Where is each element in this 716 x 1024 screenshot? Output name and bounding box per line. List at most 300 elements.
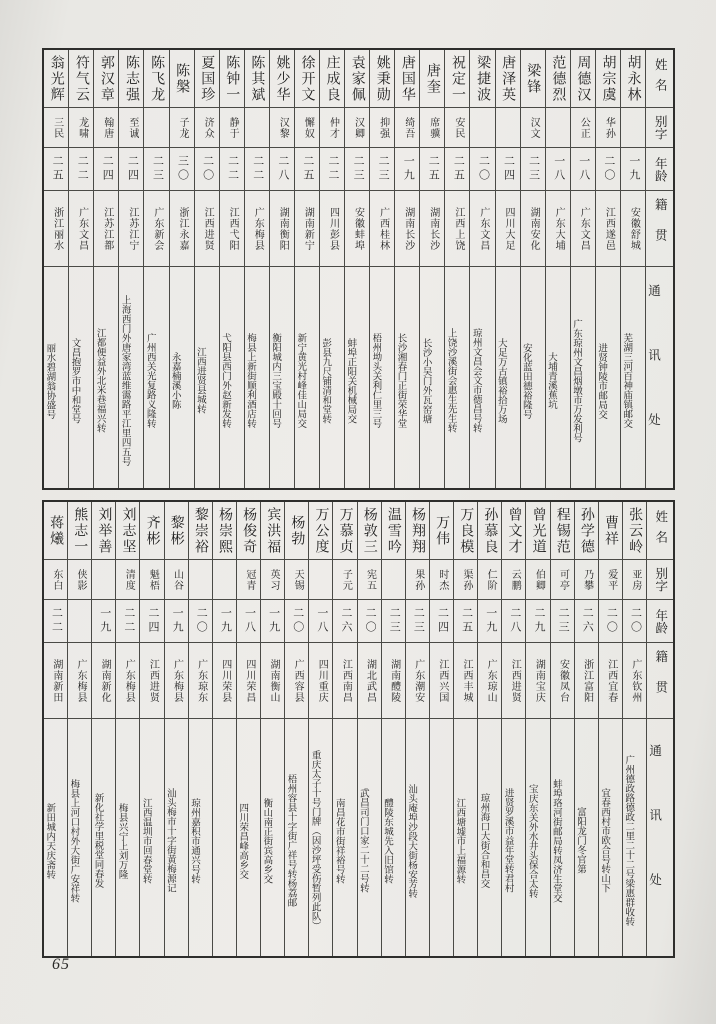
person-column	[357, 502, 381, 956]
person-name: 黎崇裕	[192, 506, 208, 555]
person-addr-cell	[445, 267, 469, 488]
person-addr-cell	[220, 267, 244, 488]
person-zi: 可亭	[557, 568, 569, 591]
person-name: 姚秉勋	[374, 54, 390, 103]
person-addr-cell	[213, 719, 236, 956]
person-origin-cell	[261, 643, 284, 719]
person-addr-cell	[333, 719, 356, 956]
person-origin-cell	[245, 191, 269, 267]
person-addr-cell	[571, 267, 595, 488]
person-zi: 绮吾	[402, 116, 414, 139]
person-name-cell	[44, 50, 68, 108]
person-origin-cell	[430, 643, 453, 719]
person-zi: 时杰	[436, 568, 448, 591]
person-addr: 彭县九尺铺清和堂转	[320, 337, 331, 424]
header-origin-cell	[647, 643, 673, 719]
person-column	[67, 502, 91, 956]
person-name-cell	[119, 50, 143, 108]
person-addr-cell	[92, 719, 115, 956]
person-name: 熊志一	[72, 506, 88, 555]
person-origin: 湖北武昌	[364, 658, 376, 703]
person-name-cell	[496, 50, 520, 108]
person-addr: 富阳龙门冬官第	[574, 807, 585, 874]
person-zi-cell	[358, 560, 381, 600]
person-zi: 安民	[452, 116, 464, 139]
person-column	[44, 502, 67, 956]
person-age-cell	[599, 600, 622, 643]
person-addr-cell	[502, 719, 525, 956]
header-origin-cell	[646, 191, 673, 267]
person-origin-cell	[116, 643, 139, 719]
person-origin: 湖南衡山	[268, 658, 280, 703]
person-zi-cell	[68, 560, 91, 600]
person-zi-cell	[575, 560, 598, 600]
person-origin-cell	[551, 643, 574, 719]
person-addr: 芜湖三河百神庙镇邮交	[621, 333, 632, 428]
person-zi-cell	[406, 560, 429, 600]
person-origin-cell	[546, 191, 570, 267]
person-column	[188, 502, 212, 956]
person-origin-cell	[623, 643, 646, 719]
header-column	[645, 50, 673, 488]
person-zi-cell	[623, 560, 646, 600]
person-name: 梁锋	[525, 62, 541, 95]
person-name: 孙学德	[578, 506, 594, 555]
person-name-cell	[526, 502, 549, 560]
person-column	[477, 502, 501, 956]
person-addr: 梧州容县十字街广祥号转杨荔邮	[285, 774, 296, 907]
person-age: 二五	[427, 155, 440, 183]
person-origin: 湖南醴陵	[388, 658, 400, 703]
person-origin: 广东文昌	[578, 206, 590, 251]
person-column	[44, 50, 68, 488]
person-origin: 安徽凤台	[557, 658, 569, 703]
person-origin-cell	[170, 191, 194, 267]
person-zi: 三民	[51, 116, 63, 139]
person-origin: 湖南新化	[99, 658, 111, 703]
person-zi: 东白	[50, 568, 62, 591]
header-origin-label: 籍贯	[653, 198, 668, 259]
person-addr-cell	[599, 719, 622, 956]
person-origin-cell	[94, 191, 118, 267]
person-name-cell	[596, 50, 620, 108]
person-name-cell	[345, 50, 369, 108]
person-name-cell	[270, 50, 294, 108]
person-addr-cell	[116, 719, 139, 956]
person-age-cell	[478, 600, 501, 643]
person-addr: 梅县兴宁上刘万隆	[116, 802, 127, 879]
person-origin-cell	[140, 643, 163, 719]
person-addr-cell	[261, 719, 284, 956]
person-name: 曹祥	[602, 514, 618, 547]
person-zi-cell	[245, 108, 269, 148]
person-addr: 进贤罗溪市益年堂转君村	[502, 788, 513, 893]
person-age-cell	[623, 600, 646, 643]
person-age-cell	[261, 600, 284, 643]
person-name: 唐泽英	[500, 54, 516, 103]
person-origin: 江西遂邑	[603, 206, 615, 251]
person-age: 二二	[122, 607, 135, 635]
person-name: 万良模	[458, 506, 474, 555]
person-origin: 广西容县	[292, 658, 304, 703]
person-addr: 新宁黄光村峰佳山局交	[295, 333, 306, 428]
person-zi-cell	[370, 108, 394, 148]
person-name: 唐奎	[424, 62, 440, 95]
person-addr-cell	[140, 719, 163, 956]
person-zi-cell	[395, 108, 419, 148]
person-column	[598, 502, 622, 956]
person-origin: 四川彭县	[327, 206, 339, 251]
person-zi: 仲才	[327, 116, 339, 139]
person-origin-cell	[285, 643, 308, 719]
person-addr-cell	[370, 267, 394, 488]
person-age-cell	[382, 600, 405, 643]
person-zi-cell	[478, 560, 501, 600]
person-origin-cell	[345, 191, 369, 267]
person-column	[405, 502, 429, 956]
person-name-cell	[551, 502, 574, 560]
person-name: 杨勃	[289, 514, 305, 547]
person-addr: 上饶沙溪街会惠生先生转	[445, 328, 456, 433]
person-age: 二二	[326, 155, 339, 183]
person-origin-cell	[526, 643, 549, 719]
person-name-cell	[144, 50, 168, 108]
person-addr-cell	[496, 267, 520, 488]
person-age: 二五	[460, 607, 473, 635]
person-age-cell	[69, 148, 93, 191]
person-name: 袁家佩	[349, 54, 365, 103]
person-name-cell	[575, 502, 598, 560]
person-zi-cell	[94, 108, 118, 148]
person-zi: 子元	[340, 568, 352, 591]
person-zi-cell	[285, 560, 308, 600]
person-addr: 丽水碧湖翁协盛号	[44, 342, 55, 419]
header-name-label: 姓名	[653, 510, 668, 551]
person-column	[550, 502, 574, 956]
person-origin: 广东梅县	[171, 658, 183, 703]
person-age: 二五	[301, 155, 314, 183]
person-addr: 江西塘墟市上福源转	[454, 797, 465, 884]
person-zi: 魁梧	[147, 568, 159, 591]
person-name: 周德汉	[575, 54, 591, 103]
person-name: 梁捷波	[475, 54, 491, 103]
person-name: 杨敦三	[361, 506, 377, 555]
person-zi: 云鹏	[509, 568, 521, 591]
person-addr-cell	[170, 267, 194, 488]
person-age-cell	[571, 148, 595, 191]
person-zi: 龙啸	[76, 116, 88, 139]
person-age: 一九	[98, 607, 111, 635]
person-zi-cell	[454, 560, 477, 600]
person-zi: 抑强	[377, 116, 389, 139]
person-age-cell	[68, 600, 91, 643]
person-origin-cell	[69, 191, 93, 267]
person-name-cell	[213, 502, 236, 560]
person-column	[236, 502, 260, 956]
person-zi-cell	[165, 560, 188, 600]
person-origin-cell	[599, 643, 622, 719]
person-zi-cell	[140, 560, 163, 600]
person-zi: 冠青	[243, 568, 255, 591]
person-age-cell	[470, 148, 494, 191]
person-origin-cell	[195, 191, 219, 267]
person-column	[444, 50, 469, 488]
person-zi-cell	[470, 108, 494, 148]
person-age: 二六	[581, 607, 594, 635]
person-age-cell	[445, 148, 469, 191]
person-age-cell	[546, 148, 570, 191]
person-age-cell	[144, 148, 168, 191]
person-origin-cell	[621, 191, 645, 267]
person-column	[212, 502, 236, 956]
person-addr: 汕头庵埠沙段大街杨安芳转	[406, 783, 417, 898]
person-origin-cell	[237, 643, 260, 719]
person-origin: 四川大足	[503, 206, 514, 251]
person-age-cell	[295, 148, 319, 191]
header-age-cell	[646, 148, 673, 191]
person-age-cell	[526, 600, 549, 643]
person-zi-cell	[430, 560, 453, 600]
person-name: 曾光道	[530, 506, 546, 555]
person-column	[622, 502, 646, 956]
person-origin: 江西进贤	[509, 658, 521, 703]
person-name: 陈其斌	[249, 54, 265, 103]
person-origin: 江西宜春	[605, 658, 617, 703]
person-age: 一八	[315, 607, 328, 635]
person-addr: 南昌花市街祥裕号转	[333, 797, 344, 884]
person-name-cell	[445, 50, 469, 108]
person-addr: 大埔青溪蕉坑	[545, 352, 556, 409]
person-zi-cell	[502, 560, 525, 600]
person-addr-cell	[195, 267, 219, 488]
person-addr-cell	[165, 719, 188, 956]
person-age: 二〇	[602, 155, 615, 183]
header-zi-label: 别字	[653, 567, 668, 592]
person-name-cell	[295, 50, 319, 108]
person-name: 黎彬	[168, 514, 184, 547]
person-age-cell	[170, 148, 194, 191]
person-column	[284, 502, 308, 956]
person-column	[501, 502, 525, 956]
person-zi: 子龙	[176, 116, 188, 139]
person-zi-cell	[382, 560, 405, 600]
person-origin: 湖南衡阳	[277, 206, 289, 251]
person-age-cell	[285, 600, 308, 643]
person-column	[68, 50, 93, 488]
person-origin-cell	[496, 191, 520, 267]
person-origin: 四川荣昌	[243, 658, 255, 703]
person-addr: 广州德政路德政二里二十二号梁惠群收转	[623, 755, 634, 926]
header-zi-cell	[647, 560, 673, 600]
person-name: 符气云	[73, 54, 89, 103]
person-age-cell	[309, 600, 332, 643]
person-column	[520, 50, 545, 488]
person-age-cell	[454, 600, 477, 643]
person-addr: 弋阳县西门外赵新发转	[219, 333, 230, 428]
header-column	[646, 502, 673, 956]
person-column	[525, 502, 549, 956]
person-age-cell	[140, 600, 163, 643]
person-age-cell	[44, 600, 67, 643]
person-zi-cell	[596, 108, 620, 148]
header-name-cell	[647, 502, 673, 560]
person-column	[143, 50, 168, 488]
person-addr-cell	[420, 267, 444, 488]
person-name-cell	[623, 502, 646, 560]
person-column	[93, 50, 118, 488]
person-name-cell	[44, 502, 67, 560]
person-age: 二〇	[364, 607, 377, 635]
person-origin-cell	[213, 643, 236, 719]
person-age-cell	[189, 600, 212, 643]
person-age: 二三	[527, 155, 540, 183]
person-column	[115, 502, 139, 956]
person-name: 范德烈	[550, 54, 566, 103]
person-zi: 华孙	[603, 116, 615, 139]
person-age: 二四	[502, 155, 515, 183]
person-origin-cell	[521, 191, 545, 267]
person-addr: 长沙小吴门外瓦窑塘	[420, 337, 431, 424]
person-age-cell	[92, 600, 115, 643]
person-column	[595, 50, 620, 488]
person-name-cell	[165, 502, 188, 560]
person-zi-cell	[270, 108, 294, 148]
person-name-cell	[69, 50, 93, 108]
person-column	[118, 50, 143, 488]
person-origin-cell	[92, 643, 115, 719]
person-addr: 衡山南正街宾高乡交	[261, 797, 272, 884]
person-zi-cell	[213, 560, 236, 600]
person-age-cell	[270, 148, 294, 191]
person-origin: 广东钦州	[629, 658, 641, 703]
person-name: 曾文才	[506, 506, 522, 555]
person-addr: 宝庆东关外水井头保合太转	[526, 783, 537, 898]
person-name: 唐国华	[399, 54, 415, 103]
person-age-cell	[430, 600, 453, 643]
person-origin: 江西进贤	[202, 206, 214, 251]
person-name: 刘举善	[96, 506, 112, 555]
person-name: 程锡范	[554, 506, 570, 555]
person-addr-cell	[119, 267, 143, 488]
person-zi: 济众	[202, 116, 214, 139]
person-zi: 汉黎	[277, 116, 289, 139]
person-addr: 永嘉楠溪小陈	[169, 352, 180, 409]
person-origin: 江西进贤	[147, 658, 159, 703]
person-origin: 广东新会	[151, 206, 163, 251]
person-name: 刘志坚	[120, 506, 136, 555]
person-age-cell	[621, 148, 645, 191]
person-zi-cell	[69, 108, 93, 148]
person-name-cell	[94, 50, 118, 108]
person-age: 三〇	[176, 155, 189, 183]
person-addr: 武昌司门口家二十二号转	[357, 788, 368, 893]
person-zi: 汉卿	[352, 116, 364, 139]
person-column	[139, 502, 163, 956]
header-zi-label: 别字	[653, 115, 668, 140]
person-zi: 静于	[227, 116, 239, 139]
person-name: 夏国珍	[199, 54, 215, 103]
person-origin: 湖南新宁	[302, 206, 314, 251]
person-age-cell	[496, 148, 520, 191]
person-origin-cell	[478, 643, 501, 719]
person-origin-cell	[295, 191, 319, 267]
person-origin: 广东潮安	[412, 658, 424, 703]
person-origin: 江西兴国	[436, 658, 448, 703]
directory-table-bottom	[42, 500, 675, 958]
person-addr-cell	[44, 267, 68, 488]
person-name: 杨翔翔	[409, 506, 425, 555]
person-zi-cell	[526, 560, 549, 600]
person-addr-cell	[551, 719, 574, 956]
person-origin: 江西丰城	[461, 658, 473, 703]
header-age-label: 年龄	[653, 608, 668, 634]
person-age: 二二	[251, 155, 264, 183]
person-name-cell	[333, 502, 356, 560]
person-zi-cell	[119, 108, 143, 148]
person-zi-cell	[92, 560, 115, 600]
person-age-cell	[551, 600, 574, 643]
person-origin: 湖南新田	[50, 658, 62, 703]
person-addr: 梧州坳头关利仁里三号	[370, 333, 381, 428]
person-name-cell	[220, 50, 244, 108]
person-addr-cell	[521, 267, 545, 488]
person-column	[91, 502, 115, 956]
person-zi: 翰唐	[101, 116, 113, 139]
person-name: 祝定一	[450, 54, 465, 103]
person-age-cell	[213, 600, 236, 643]
person-addr-cell	[345, 267, 369, 488]
person-zi: 至诚	[126, 116, 138, 139]
person-origin: 江西上饶	[452, 206, 464, 251]
person-origin: 四川荣县	[219, 658, 231, 703]
person-name-cell	[571, 50, 595, 108]
person-age: 二三	[557, 607, 570, 635]
person-name: 胡永林	[625, 54, 641, 103]
person-name: 张云岭	[627, 506, 643, 555]
person-origin-cell	[571, 191, 595, 267]
person-age-cell	[245, 148, 269, 191]
header-name-cell	[646, 50, 673, 108]
person-origin-cell	[309, 643, 332, 719]
person-age: 一九	[267, 607, 280, 635]
person-origin-cell	[270, 191, 294, 267]
person-column	[381, 502, 405, 956]
person-zi: 仁阶	[485, 568, 497, 591]
person-age: 二八	[508, 607, 521, 635]
person-name-cell	[621, 50, 645, 108]
person-column	[244, 50, 269, 488]
person-addr-cell	[546, 267, 570, 488]
person-name-cell	[470, 50, 494, 108]
person-zi-cell	[320, 108, 344, 148]
person-origin: 广东琼东	[195, 658, 207, 703]
person-age-cell	[345, 148, 369, 191]
person-age: 一九	[627, 155, 640, 183]
person-name: 孙慕良	[482, 506, 498, 555]
person-name: 庄成良	[324, 54, 340, 103]
person-origin-cell	[596, 191, 620, 267]
person-addr-cell	[382, 719, 405, 956]
person-age-cell	[420, 148, 444, 191]
person-addr: 进贤钟陵市邮局交	[596, 342, 607, 419]
person-age: 二〇	[291, 607, 304, 635]
person-zi: 侠影	[75, 568, 87, 591]
person-name: 陈槃	[174, 62, 190, 95]
person-column	[495, 50, 520, 488]
person-addr: 汕头梅市十字街黄梅源记	[164, 788, 175, 893]
header-age-cell	[647, 600, 673, 643]
person-addr: 蚌埠正阳关机械局交	[345, 337, 356, 424]
